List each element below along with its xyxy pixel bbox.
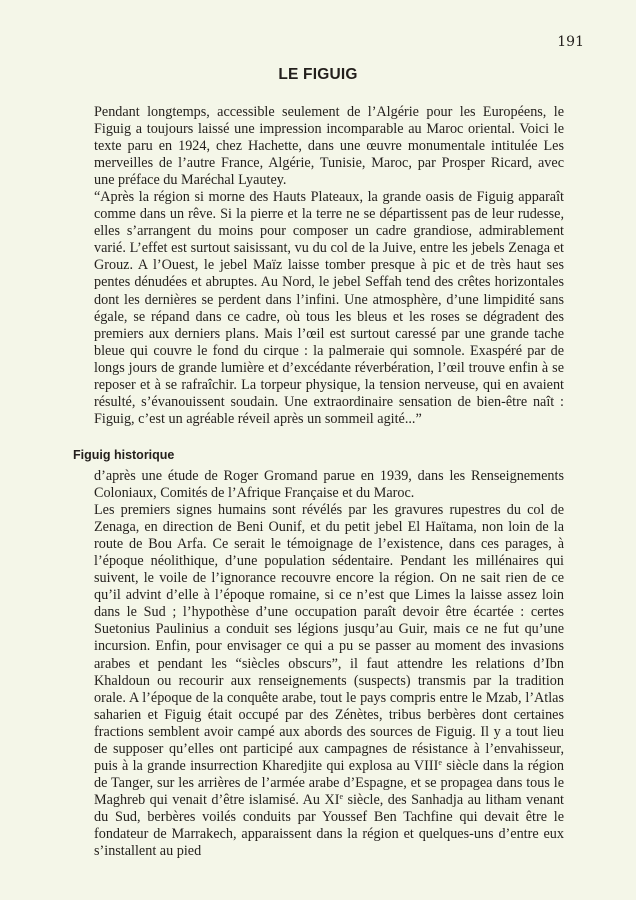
history-text-part: siècle, des Sanhadja au litham venant du Sud, berbères voilés conduits par Youssef Ben Tachfine qui devait être le fondateur de Marrakech, apparaissent dans la région et quelques-uns d’entre eux s’installent au pied (94, 791, 564, 860)
page-number: 191 (557, 34, 584, 50)
source-paragraph: d’après une étude de Roger Gromand parue en 1939, dans les Renseignements Coloniaux, Comités de l’Afrique Française et du Maroc. (94, 468, 564, 502)
section-heading: Figuig historique (73, 448, 175, 462)
ordinal-superscript: e (339, 791, 343, 801)
intro-text (94, 104, 564, 428)
ordinal-superscript: e (438, 757, 442, 767)
quote-paragraph: “Après la région si morne des Hauts Plateaux, la grande oasis de Figuig apparaît comme dans un rêve. Si la pierre et la terre ne se départissent pas de leur rudesse, elles s’arrangent du moins pour composer un cadre grandiose, admirablement varié. L’effet est surtout saisissant, vu du col de la Juive, entre les jebels Zenaga et Grouz. A l’Ouest, le jebel Maïz laisse tomber presque à pic et de très haut ses pentes dénudées et abruptes. Au Nord, le jebel Seffah tend des crêtes horizontales dont les dernières se perdent dans l’infini. Une atmosphère, d’une limpidité sans égale, se répand dans ce cadre, où tous les bleus et les roses se dégradent des premiers aux derniers plans. Mais l’œil est surtout caressé par une grande tache bleue qui couvre le fond du cirque : la palmeraie qui somnole. Exaspéré par de longs jours de grande lumière et d’excédante réverbération, l’œil trouve enfin à se reposer et à se rafraîchir. La torpeur physique, la tension nerveuse, qui en avaient résulté, s’évanouissent soudain. Une extraordinaire sensation de bien-être naît : Figuig, c’est un agréable réveil après un sommeil agité...” (94, 189, 564, 427)
historique-text (94, 468, 564, 860)
history-text-part: Les premiers signes humains sont révélés par les gravures rupestres du col de Zenaga, en direction de Beni Ounif, et du petit jebel El Haïtama, non loin de la route de Bou Arfa. Ce serait le témoignage de l’existence, dans ces parages, à l’époque néolithique, d’une population sédentaire. Pendant les millénaires qui suivent, le voile de l’ignorance recouvre encore la région. On ne sait rien de ce qu’il advint d’elle à l’époque romaine, si ce n’est que Limes la laisse assez loin dans le Sud ; l’hypothèse d’une occupation paraît devoir être écartée : certes Suetonius Paulinius a conduit ses légions jusqu’au Guir, mais ce ne fut qu’une incursion. Enfin, pour envisager ce qui a pu se passer au moment des invasions arabes et pendant les “siècles obscurs”, il faut attendre les relations d’Ibn Khaldoun ou recourir aux renseignements (suspects) transmis par la tradition orale. A l’époque de la conquête arabe, tout le pays compris entre le Mzab, l’Atlas saharien et Figuig était occupé par des Zénètes, tribus berbères dont certaines fractions semblent avoir campé aux abords des sources de Figuig. Il y a tout lieu de supposer qu’elles ont participé aux campagnes de résistance à l’envahisseur, puis à la grande insurrection Kharedjite qui explosa au VIII (94, 502, 564, 774)
intro-paragraph: Pendant longtemps, accessible seulement de l’Algérie pour les Européens, le Figuig a toujours laissé une impression incomparable au Maroc oriental. Voici le texte paru en 1924, chez Hachette, dans une œuvre monumentale intitulée Les merveilles de l’autre France, Algérie, Tunisie, Maroc, par Prosper Ricard, avec une préface du Maréchal Lyautey. (94, 104, 564, 189)
page-title: LE FIGUIG (278, 66, 358, 83)
history-text-part: siècle dans la région de Tanger, sur les arrières de l’armée arabe d’Espagne, et se propagea dans tous le Maghreb qui venait d’être islamisé. Au XI (94, 757, 564, 808)
history-paragraph (94, 502, 564, 860)
